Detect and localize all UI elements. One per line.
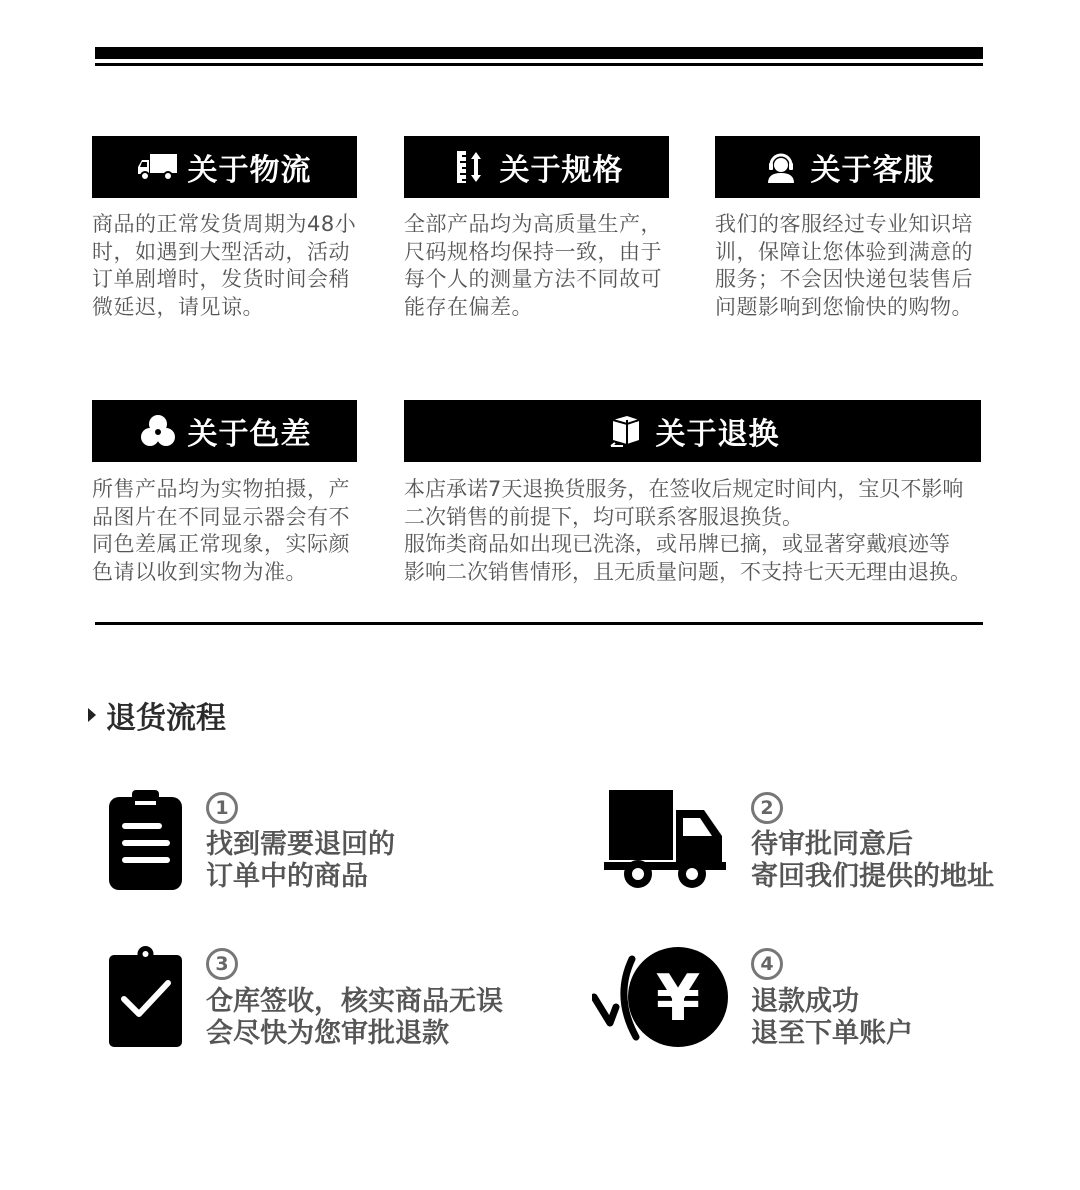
card-size-body [404,211,662,321]
card-service-title: 关于客服 [810,153,935,188]
svg-text:¥: ¥ [655,962,701,1036]
text-line: 我们的客服经过专业知识培 [715,212,973,236]
text-line: 服务；不会因快递包装售后 [715,267,973,291]
text-line: 同色差属正常现象，实际颜 [92,532,350,556]
top-divider-thin [95,63,983,66]
step-description [751,986,913,1050]
text-line: 所售产品均为实物拍摄，产 [92,477,350,501]
text-line: 二次销售的前提下，均可联系客服退换货。 [404,504,803,529]
card-service-header [715,136,980,198]
card-logistics-header [92,136,357,198]
triangle-bullet-icon [88,708,96,722]
card-size-title: 关于规格 [499,153,624,188]
text-line: 每个人的测量方法不同故可 [404,267,662,291]
card-size-header [404,136,669,198]
headset-icon [761,149,801,185]
yen-refund-icon [592,945,732,1049]
card-color-title: 关于色差 [187,417,312,452]
text-line: 能存在偏差。 [404,294,533,319]
step-description [751,829,994,893]
text-line: 色请以收到实物为准。 [92,559,307,584]
return-process-heading [88,695,226,735]
step-number: 2 [751,792,783,824]
text-line: 找到需要退回的 [206,829,395,860]
delivery-truck-icon [604,790,728,890]
return-process-title: 退货流程 [106,701,226,736]
text-line: 订单中的商品 [206,861,368,892]
text-line: 训，保障让您体验到满意的 [715,239,973,264]
card-returns-body [404,476,971,586]
text-line: 退款成功 [751,986,859,1017]
truck-icon [138,149,178,185]
text-line: 退至下单账户 [751,1018,913,1049]
ruler-icon [450,149,490,185]
text-line: 尺码规格均保持一致，由于 [404,239,662,264]
text-line: 商品的正常发货周期为48小 [92,212,357,236]
step-description [206,986,503,1050]
card-returns-title: 关于退换 [655,417,780,452]
step-description [206,829,395,893]
text-line: 本店承诺7天退换货服务，在签收后规定时间内，宝贝不影响 [404,477,964,501]
text-line: 寄回我们提供的地址 [751,861,994,892]
card-color-header [92,400,357,462]
section-divider [95,622,983,625]
clipboard-check-icon [108,945,184,1049]
step-number: 3 [206,948,238,980]
card-logistics-title: 关于物流 [187,153,312,188]
text-line: 品图片在不同显示器会有不 [92,504,350,529]
clipboard-list-icon [108,790,184,892]
text-line: 影响二次销售情形，且无质量问题，不支持七天无理由退换。 [404,559,971,584]
step-number: 1 [206,792,238,824]
text-line: 待审批同意后 [751,829,913,860]
text-line: 会尽快为您审批退款 [206,1018,449,1049]
text-line: 问题影响到您愉快的购物。 [715,294,973,319]
text-line: 服饰类商品如出现已洗涤，或吊牌已摘，或显著穿戴痕迹等 [404,532,950,556]
text-line: 时，如遇到大型活动，活动 [92,239,350,264]
card-logistics-body [92,211,356,321]
top-divider-thick [95,47,983,59]
box-return-icon [606,413,646,449]
text-line: 仓库签收，核实商品无误 [206,986,503,1017]
color-circles-icon [138,413,178,449]
step-number: 4 [751,948,783,980]
card-service-body [715,211,973,321]
text-line: 订单剧增时，发货时间会稍 [92,267,350,291]
text-line: 微延迟，请见谅。 [92,294,264,319]
card-color-body [92,476,350,586]
text-line: 全部产品均为高质量生产， [404,212,662,236]
card-returns-header [404,400,981,462]
